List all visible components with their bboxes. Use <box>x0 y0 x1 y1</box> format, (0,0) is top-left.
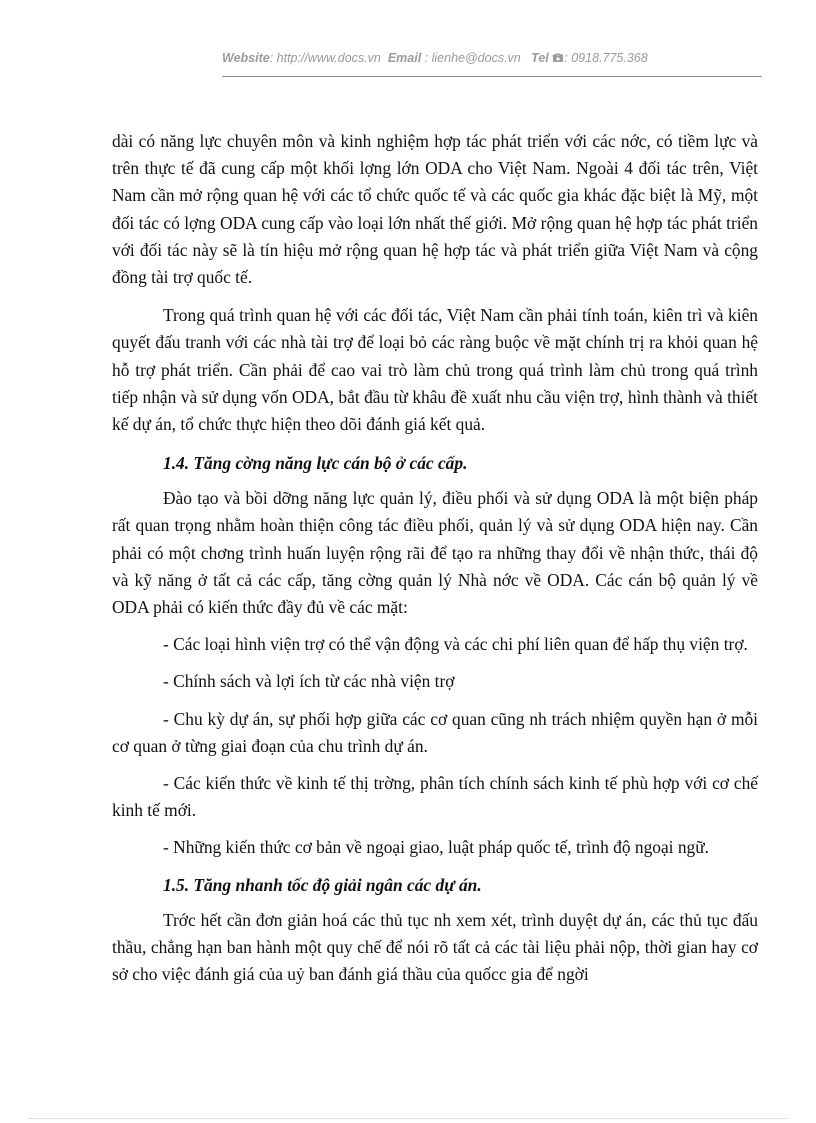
document-body <box>112 128 758 988</box>
section-heading-1-4: 1.4. Tăng cờng năng lực cán bộ ở các cấp. <box>163 453 468 474</box>
bullet-item-1: - Các loại hình viện trợ có thể vận động và các chi phí liên quan để hấp thụ viện trợ. <box>163 634 748 655</box>
tel-label: Tel <box>531 51 549 65</box>
tel-value: : 0918.775.368 <box>564 51 648 65</box>
paragraph-1: dài có năng lực chuyên môn và kinh nghiệm hợp tác phát triển với các nớc, có tiềm lực và trên thực tế đã cung cấp một khối lợng lớn ODA cho Việt Nam. Ngoài 4 đối tác trên, Việt Nam cần mở rộng quan hệ với các tổ chức quốc tế và các quốc gia khác đặc biệt là Mỹ, một đối tác có lợng ODA cung cấp vào loại lớn nhất thế giới. Mở rộng quan hệ hợp tác phát triển với đối tác này sẽ là tín hiệu mở rộng quan hệ hợp tác và phát triển giữa Việt Nam và cộng đồng tài trợ quốc tế. <box>112 131 758 288</box>
email-label: Email <box>387 51 422 65</box>
footer-divider <box>28 1118 788 1119</box>
bullet-item-2: - Chính sách và lợi ích từ các nhà viện trợ <box>163 671 455 692</box>
page-header <box>222 51 692 66</box>
phone-icon <box>552 52 564 66</box>
header-divider <box>222 76 762 77</box>
section-heading-1-5: 1.5. Tăng nhanh tốc độ giải ngân các dự án. <box>163 874 482 895</box>
paragraph-2: Trong quá trình quan hệ với các đối tác, Việt Nam cần phải tính toán, kiên trì và kiên quyết đấu tranh với các nhà tài trợ để loại bỏ các ràng buộc về mặt chính trị ra khỏi quan hệ hỗ trợ phát triển. Cần phải để cao vai trò làm chủ trong quá trình làm chủ trong quá trình tiếp nhận và sử dụng vốn ODA, bắt đầu từ khâu đề xuất nhu cầu viện trợ, hình thành và thiết kế dự án, tổ chức thực hiện theo dõi đánh giá kết quả. <box>112 305 758 435</box>
paragraph-4: Trớc hết cần đơn giản hoá các thủ tục nh xem xét, trình duyệt dự án, các thủ tục đấu thầu, chẳng hạn ban hành một quy chế để nói rõ tất cả các tài liệu phải nộp, thời gian hay cơ sở cho việc đánh giá của uỷ ban đánh giá thầu của quốcc gia để ngời <box>112 909 758 985</box>
paragraph-3: Đào tạo và bồi dỡng năng lực quản lý, điều phối và sử dụng ODA là một biện pháp rất quan trọng nhằm hoàn thiện công tác điều phối, quản lý và sử dụng ODA hiện nay. Cần phải có một chơng trình huấn luyện rộng rãi để tạo ra những thay đổi về nhận thức, thái độ và kỹ năng ở tất cả các cấp, tăng cờng quản lý Nhà nớc về ODA. Các cán bộ quản lý về ODA phải có kiến thức đầy đủ về các mặt: <box>112 488 758 618</box>
email-value: : lienhe@docs.vn <box>424 51 521 65</box>
bullet-item-5: - Những kiến thức cơ bản về ngoại giao, luật pháp quốc tế, trình độ ngoại ngữ. <box>163 837 710 858</box>
website-value: : http://www.docs.vn <box>269 51 381 65</box>
bullet-item-3: - Chu kỳ dự án, sự phối hợp giữa các cơ quan cũng nh trách nhiệm quyền hạn ở mỗi cơ quan ở từng giai đoạn của chu trình dự án. <box>112 708 758 756</box>
bullet-item-4: - Các kiến thức về kinh tế thị trờng, phân tích chính sách kinh tế phù hợp với cơ chế kinh tế mới. <box>112 773 758 821</box>
website-label: Website <box>222 51 270 65</box>
